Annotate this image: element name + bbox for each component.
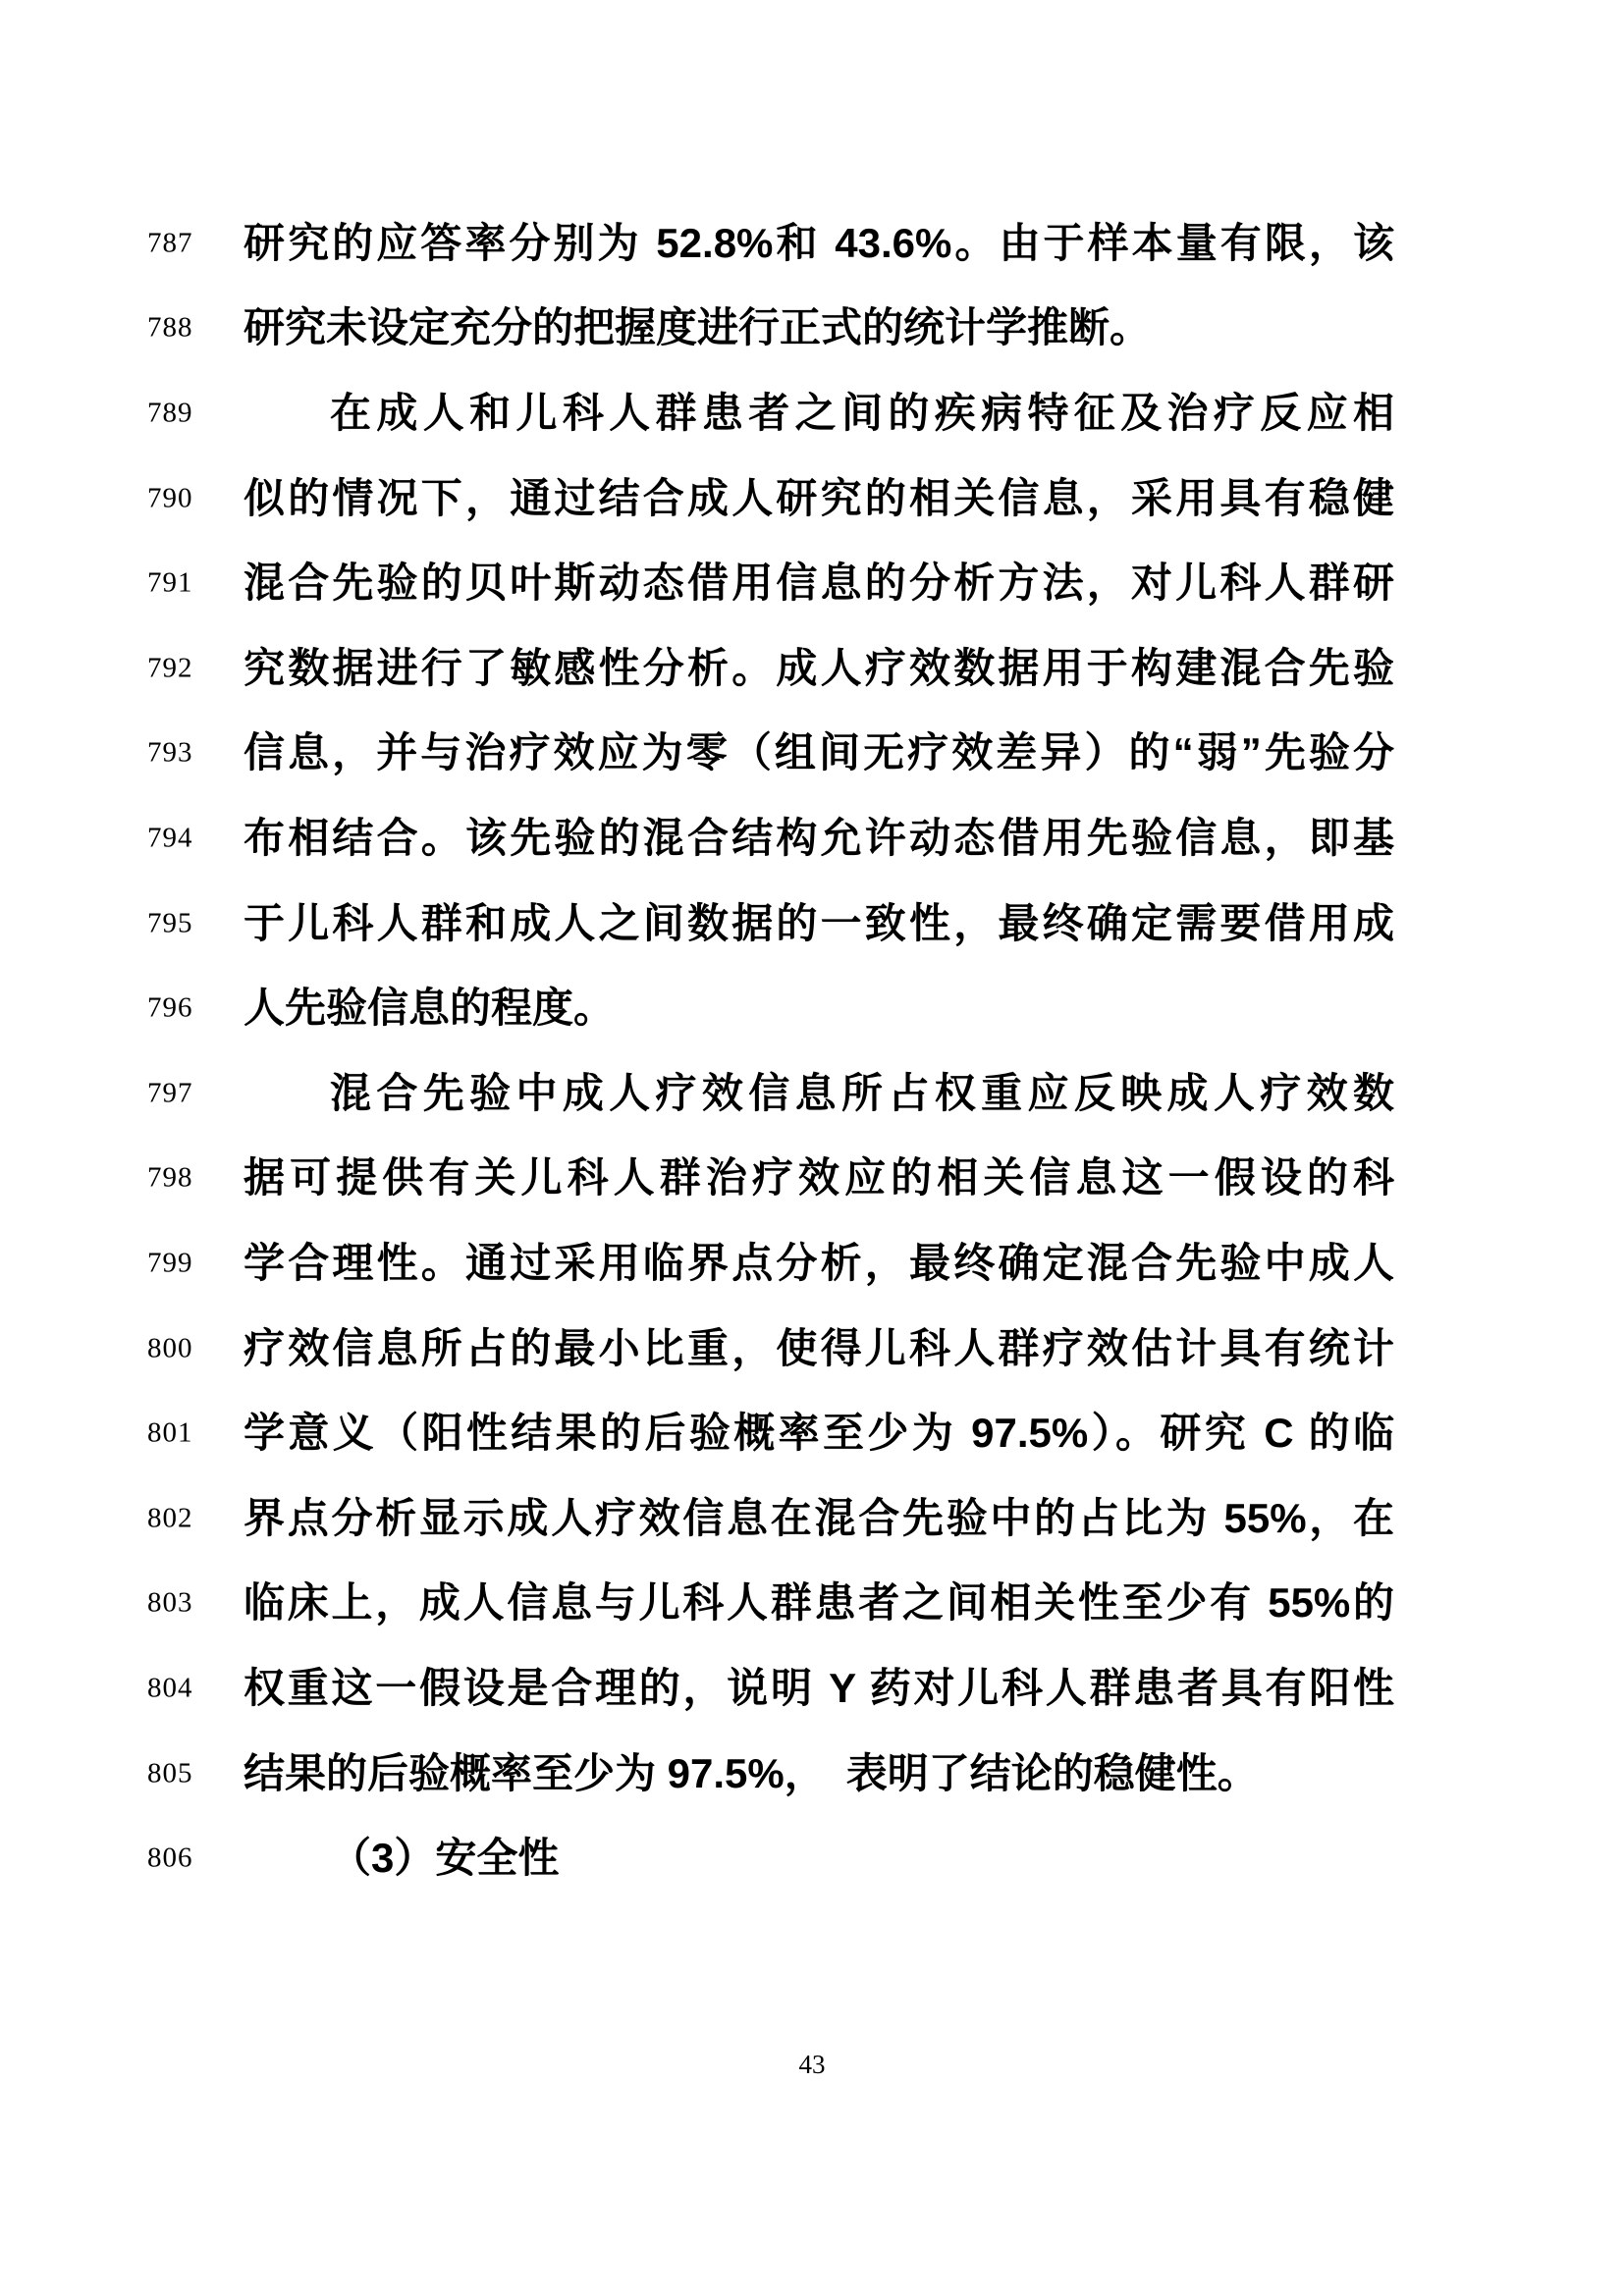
line-number: 793 bbox=[147, 736, 193, 768]
text-line bbox=[0, 1390, 1624, 1475]
line-number: 806 bbox=[147, 1842, 193, 1873]
text-line bbox=[0, 1475, 1624, 1561]
line-text: 混合先验的贝叶斯动态借用信息的分析方法，对儿科人群研 bbox=[244, 559, 1394, 606]
line-text: 学合理性。通过采用临界点分析，最终确定混合先验中成人 bbox=[244, 1239, 1394, 1286]
text-line bbox=[0, 1560, 1624, 1645]
line-text: 界点分析显示成人疗效信息在混合先验中的占比为 55%，在 bbox=[244, 1494, 1394, 1541]
text-line bbox=[0, 625, 1624, 711]
text-line bbox=[0, 540, 1624, 625]
line-text: 研究未设定充分的把握度进行正式的统计学推断。 bbox=[244, 303, 1152, 350]
text-line bbox=[0, 200, 1624, 286]
text-line bbox=[0, 1050, 1624, 1136]
text-line bbox=[0, 1815, 1624, 1900]
text-line bbox=[0, 455, 1624, 541]
line-text: 据可提供有关儿科人群治疗效应的相关信息这一假设的科 bbox=[244, 1153, 1394, 1201]
line-number: 789 bbox=[147, 397, 193, 428]
line-text: 究数据进行了敏感性分析。成人疗效数据用于构建混合先验 bbox=[244, 644, 1394, 691]
line-text: 临床上，成人信息与儿科人群患者之间相关性至少有 55%的 bbox=[244, 1578, 1394, 1626]
line-number: 790 bbox=[147, 482, 193, 513]
line-number: 800 bbox=[147, 1332, 193, 1363]
line-number: 805 bbox=[147, 1757, 193, 1789]
line-text: 似的情况下，通过结合成人研究的相关信息，采用具有稳健 bbox=[244, 474, 1394, 521]
line-number: 802 bbox=[147, 1502, 193, 1533]
line-number: 803 bbox=[147, 1586, 193, 1618]
line-number: 801 bbox=[147, 1416, 193, 1448]
line-text: 研究的应答率分别为 52.8%和 43.6%。由于样本量有限，该 bbox=[244, 219, 1394, 266]
line-text: 结果的后验概率至少为 97.5%， 表明了结论的稳健性。 bbox=[244, 1749, 1259, 1796]
line-text: 学意义（阳性结果的后验概率至少为 97.5%）。研究 C 的临 bbox=[244, 1409, 1394, 1456]
line-number: 795 bbox=[147, 907, 193, 938]
text-line bbox=[0, 1645, 1624, 1731]
line-text: 权重这一假设是合理的，说明 Y 药对儿科人群患者具有阳性 bbox=[244, 1664, 1394, 1711]
text-line bbox=[0, 1731, 1624, 1816]
page-number: 43 bbox=[798, 2050, 826, 2079]
line-number: 798 bbox=[147, 1161, 193, 1193]
line-text: 于儿科人群和成人之间数据的一致性，最终确定需要借用成 bbox=[244, 899, 1394, 946]
line-number: 792 bbox=[147, 652, 193, 683]
text-line bbox=[0, 1135, 1624, 1220]
line-number: 804 bbox=[147, 1672, 193, 1703]
text-line bbox=[0, 285, 1624, 370]
line-text: 信息，并与治疗效应为零（组间无疗效差异）的“弱”先验分 bbox=[244, 728, 1394, 775]
text-line bbox=[0, 370, 1624, 455]
line-text: 人先验信息的程度。 bbox=[244, 984, 616, 1031]
line-number: 787 bbox=[147, 227, 193, 258]
line-number: 788 bbox=[147, 311, 193, 343]
line-text: （3）安全性 bbox=[330, 1834, 560, 1881]
line-number: 799 bbox=[147, 1247, 193, 1278]
text-line bbox=[0, 881, 1624, 966]
line-number: 794 bbox=[147, 822, 193, 853]
line-number: 791 bbox=[147, 566, 193, 598]
line-text: 布相结合。该先验的混合结构允许动态借用先验信息，即基 bbox=[244, 814, 1394, 861]
text-line bbox=[0, 1220, 1624, 1306]
text-line bbox=[0, 710, 1624, 795]
line-text: 混合先验中成人疗效信息所占权重应反映成人疗效数 bbox=[330, 1069, 1394, 1116]
text-line bbox=[0, 795, 1624, 881]
line-number: 797 bbox=[147, 1077, 193, 1108]
text-line bbox=[0, 1306, 1624, 1391]
text-line bbox=[0, 965, 1624, 1050]
line-number: 796 bbox=[147, 991, 193, 1023]
line-text: 在成人和儿科人群患者之间的疾病特征及治疗反应相 bbox=[330, 389, 1394, 436]
line-text: 疗效信息所占的最小比重，使得儿科人群疗效估计具有统计 bbox=[244, 1324, 1394, 1371]
